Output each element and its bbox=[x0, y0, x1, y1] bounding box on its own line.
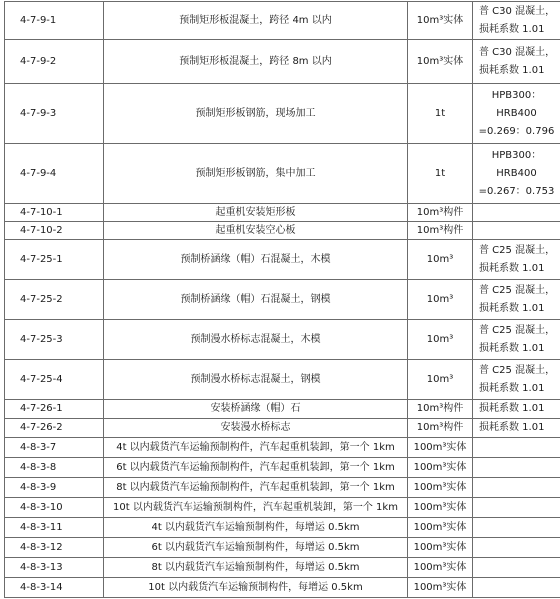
quota-unit: 1t bbox=[408, 84, 473, 144]
quota-code: 4-8-3-13 bbox=[5, 558, 104, 578]
note-line: HPB300： bbox=[491, 149, 542, 161]
quota-note bbox=[473, 222, 560, 240]
note-line: 普 C30 混凝土， bbox=[479, 46, 556, 58]
quota-table-body bbox=[5, 2, 560, 598]
quota-unit: 100m³实体 bbox=[408, 478, 473, 498]
table-row bbox=[5, 438, 560, 458]
quota-note bbox=[473, 478, 560, 498]
quota-code: 4-8-3-12 bbox=[5, 538, 104, 558]
quota-note bbox=[473, 538, 560, 558]
quota-name: 4t 以内载货汽车运输预制构件，每增运 0.5km bbox=[104, 518, 408, 538]
quota-note bbox=[473, 240, 560, 280]
note-line: HRB400 bbox=[496, 167, 537, 179]
quota-note bbox=[473, 458, 560, 478]
table-row bbox=[5, 2, 560, 40]
quota-unit: 100m³实体 bbox=[408, 578, 473, 598]
quota-name: 预制矩形板混凝土，跨径 4m 以内 bbox=[104, 2, 408, 40]
quota-code: 4-7-9-4 bbox=[5, 144, 104, 204]
quota-unit: 100m³实体 bbox=[408, 458, 473, 478]
table-row bbox=[5, 280, 560, 320]
quota-note bbox=[473, 578, 560, 598]
quota-name: 预制漫水桥标志混凝土，木模 bbox=[104, 320, 408, 360]
quota-unit: 100m³实体 bbox=[408, 538, 473, 558]
note-line: 普 C25 混凝土， bbox=[479, 364, 556, 376]
quota-note bbox=[473, 204, 560, 222]
quota-note bbox=[473, 558, 560, 578]
quota-code: 4-7-9-1 bbox=[5, 2, 104, 40]
note-line: 损耗系数 1.01 bbox=[479, 382, 545, 394]
quota-code: 4-8-3-11 bbox=[5, 518, 104, 538]
table-row bbox=[5, 498, 560, 518]
note-line: 普 C25 混凝土， bbox=[479, 244, 556, 256]
table-row bbox=[5, 222, 560, 240]
table-row bbox=[5, 458, 560, 478]
quota-note bbox=[473, 320, 560, 360]
quota-unit: 10m³ bbox=[408, 280, 473, 320]
quota-unit: 10m³构件 bbox=[408, 204, 473, 222]
note-line: 普 C25 混凝土， bbox=[479, 284, 556, 296]
note-line: 损耗系数 1.01 bbox=[479, 23, 545, 35]
quota-note bbox=[473, 518, 560, 538]
quota-note: 损耗系数 1.01 bbox=[473, 419, 560, 438]
table-row bbox=[5, 84, 560, 144]
quota-code: 4-8-3-9 bbox=[5, 478, 104, 498]
quota-name: 6t 以内载货汽车运输预制构件，每增运 0.5km bbox=[104, 538, 408, 558]
table-row bbox=[5, 360, 560, 400]
quota-unit: 10m³ bbox=[408, 240, 473, 280]
note-line: 损耗系数 1.01 bbox=[479, 302, 545, 314]
quota-name: 安装桥涵缘（帽）石 bbox=[104, 400, 408, 419]
table-row bbox=[5, 538, 560, 558]
quota-name: 预制矩形板钢筋，现场加工 bbox=[104, 84, 408, 144]
quota-note bbox=[473, 40, 560, 84]
note-line: 损耗系数 1.01 bbox=[479, 64, 545, 76]
quota-code: 4-7-25-4 bbox=[5, 360, 104, 400]
quota-name: 起重机安装空心板 bbox=[104, 222, 408, 240]
quota-unit: 10m³ bbox=[408, 360, 473, 400]
quota-name: 10t 以内载货汽车运输预制构件，每增运 0.5km bbox=[104, 578, 408, 598]
quota-code: 4-7-25-2 bbox=[5, 280, 104, 320]
quota-unit: 100m³实体 bbox=[408, 438, 473, 458]
quota-unit: 10m³实体 bbox=[408, 2, 473, 40]
quota-code: 4-7-9-3 bbox=[5, 84, 104, 144]
quota-name: 8t 以内载货汽车运输预制构件，每增运 0.5km bbox=[104, 558, 408, 578]
quota-note bbox=[473, 438, 560, 458]
table-row bbox=[5, 320, 560, 360]
quota-name: 起重机安装矩形板 bbox=[104, 204, 408, 222]
table-row bbox=[5, 578, 560, 598]
note-line: 损耗系数 1.01 bbox=[479, 342, 545, 354]
quota-name: 安装漫水桥标志 bbox=[104, 419, 408, 438]
quota-code: 4-7-26-1 bbox=[5, 400, 104, 419]
note-line: =0.267：0.753 bbox=[478, 185, 555, 197]
quota-note bbox=[473, 498, 560, 518]
note-line: 普 C30 混凝土， bbox=[479, 5, 556, 17]
quota-name: 4t 以内载货汽车运输预制构件，汽车起重机装卸，第一个 1km bbox=[104, 438, 408, 458]
note-line: =0.269：0.796 bbox=[478, 125, 555, 137]
quota-code: 4-7-10-1 bbox=[5, 204, 104, 222]
quota-name: 预制矩形板钢筋，集中加工 bbox=[104, 144, 408, 204]
table-row bbox=[5, 419, 560, 438]
quota-note bbox=[473, 84, 560, 144]
quota-unit: 10m³构件 bbox=[408, 400, 473, 419]
quota-unit: 100m³实体 bbox=[408, 518, 473, 538]
table-row bbox=[5, 40, 560, 84]
quota-note bbox=[473, 280, 560, 320]
table-row bbox=[5, 478, 560, 498]
quota-name: 6t 以内载货汽车运输预制构件，汽车起重机装卸，第一个 1km bbox=[104, 458, 408, 478]
quota-code: 4-7-25-3 bbox=[5, 320, 104, 360]
quota-code: 4-8-3-7 bbox=[5, 438, 104, 458]
quota-name: 10t 以内载货汽车运输预制构件，汽车起重机装卸，第一个 1km bbox=[104, 498, 408, 518]
quota-code: 4-8-3-10 bbox=[5, 498, 104, 518]
quota-code: 4-7-10-2 bbox=[5, 222, 104, 240]
quota-table bbox=[4, 1, 560, 598]
quota-unit: 10m³ bbox=[408, 320, 473, 360]
table-row bbox=[5, 518, 560, 538]
quota-note bbox=[473, 360, 560, 400]
note-line: 普 C25 混凝土， bbox=[479, 324, 556, 336]
quota-code: 4-7-26-2 bbox=[5, 419, 104, 438]
quota-name: 预制矩形板混凝土，跨径 8m 以内 bbox=[104, 40, 408, 84]
note-line: 损耗系数 1.01 bbox=[479, 262, 545, 274]
quota-name: 预制桥涵缘（帽）石混凝土，木模 bbox=[104, 240, 408, 280]
table-row bbox=[5, 400, 560, 419]
quota-unit: 100m³实体 bbox=[408, 498, 473, 518]
quota-unit: 1t bbox=[408, 144, 473, 204]
table-row bbox=[5, 240, 560, 280]
quota-note: 损耗系数 1.01 bbox=[473, 400, 560, 419]
quota-code: 4-8-3-14 bbox=[5, 578, 104, 598]
quota-name: 8t 以内载货汽车运输预制构件，汽车起重机装卸，第一个 1km bbox=[104, 478, 408, 498]
quota-code: 4-7-25-1 bbox=[5, 240, 104, 280]
quota-unit: 10m³实体 bbox=[408, 40, 473, 84]
table-row bbox=[5, 204, 560, 222]
quota-name: 预制漫水桥标志混凝土，钢模 bbox=[104, 360, 408, 400]
table-row bbox=[5, 144, 560, 204]
note-line: HRB400 bbox=[496, 107, 537, 119]
table-row bbox=[5, 558, 560, 578]
quota-name: 预制桥涵缘（帽）石混凝土，钢模 bbox=[104, 280, 408, 320]
quota-code: 4-7-9-2 bbox=[5, 40, 104, 84]
note-line: HPB300： bbox=[491, 89, 542, 101]
quota-unit: 100m³实体 bbox=[408, 558, 473, 578]
quota-code: 4-8-3-8 bbox=[5, 458, 104, 478]
quota-note bbox=[473, 144, 560, 204]
quota-unit: 10m³构件 bbox=[408, 222, 473, 240]
quota-note bbox=[473, 2, 560, 40]
quota-unit: 10m³构件 bbox=[408, 419, 473, 438]
